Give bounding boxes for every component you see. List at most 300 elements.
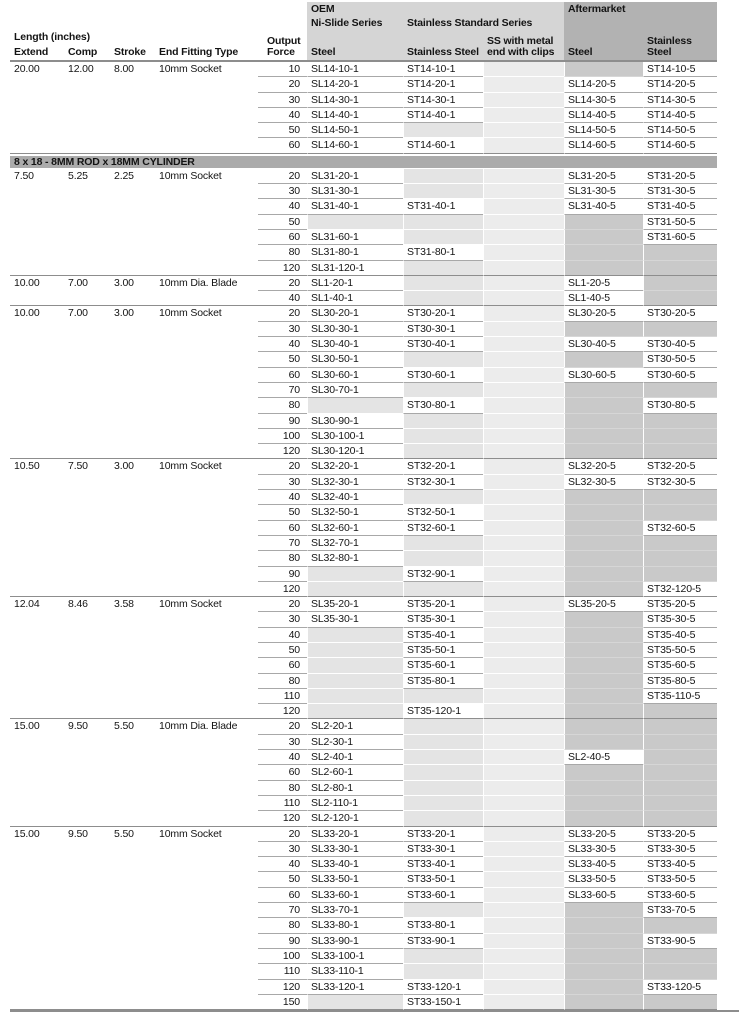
cell-end-fitting (155, 261, 258, 276)
cell-end-fitting (155, 964, 258, 979)
cell-extend (10, 765, 64, 780)
cell-comp: 5.25 (64, 169, 110, 184)
cell-extend (10, 750, 64, 765)
cell-output-force: 150 (258, 995, 307, 1010)
col-header-oem-steel: Steel (307, 30, 403, 62)
cell-output-force: 120 (258, 704, 307, 719)
cell-oem-stainless: ST35-40-1 (403, 628, 483, 643)
cell-output-force: 20 (258, 77, 307, 92)
cell-am-stainless: ST35-40-5 (643, 628, 717, 643)
cell-am-stainless: ST31-30-5 (643, 184, 717, 199)
cell-stroke: 5.50 (110, 719, 155, 734)
cell-oem-steel: SL33-40-1 (307, 857, 403, 872)
cell-stroke (110, 689, 155, 704)
cell-comp (64, 949, 110, 964)
table-row (10, 490, 717, 505)
cell-output-force: 80 (258, 918, 307, 933)
cell-comp (64, 765, 110, 780)
table-row (10, 169, 717, 184)
cell-oem-steel: SL1-20-1 (307, 276, 403, 291)
cell-ss-clips (483, 750, 564, 765)
cell-comp (64, 551, 110, 566)
cell-output-force: 30 (258, 735, 307, 750)
cell-oem-steel: SL30-70-1 (307, 383, 403, 398)
cell-output-force: 30 (258, 842, 307, 857)
cell-extend (10, 811, 64, 826)
cell-output-force: 80 (258, 781, 307, 796)
cell-am-steel (564, 674, 643, 689)
cell-stroke (110, 918, 155, 933)
cell-oem-stainless (403, 444, 483, 459)
cell-comp: 9.50 (64, 827, 110, 842)
cell-extend (10, 735, 64, 750)
cell-ss-clips (483, 276, 564, 291)
table-row (10, 291, 717, 306)
cell-end-fitting: 10mm Socket (155, 459, 258, 474)
cell-comp (64, 658, 110, 673)
section-header: 8 x 18 - 8MM ROD x 18MM CYLINDER (10, 154, 717, 169)
cell-stroke: 3.58 (110, 597, 155, 612)
cell-end-fitting (155, 842, 258, 857)
cell-ss-clips (483, 77, 564, 92)
cell-extend (10, 689, 64, 704)
cell-end-fitting: 10mm Socket (155, 597, 258, 612)
cell-am-stainless (643, 704, 717, 719)
cell-end-fitting: 10mm Dia. Blade (155, 719, 258, 734)
cell-oem-steel: SL30-60-1 (307, 368, 403, 383)
table-row (10, 750, 717, 765)
cell-am-steel: SL33-60-5 (564, 888, 643, 903)
table-row (10, 781, 717, 796)
cell-output-force: 30 (258, 475, 307, 490)
cell-ss-clips (483, 872, 564, 887)
cell-end-fitting (155, 612, 258, 627)
cell-extend: 20.00 (10, 62, 64, 77)
cell-output-force: 60 (258, 368, 307, 383)
cell-oem-stainless (403, 765, 483, 780)
cell-am-steel: SL1-40-5 (564, 291, 643, 306)
cell-output-force: 50 (258, 505, 307, 520)
cell-extend (10, 643, 64, 658)
cell-am-stainless (643, 781, 717, 796)
cell-comp (64, 199, 110, 214)
col-header-ss-clips: SS with metal end with clips (483, 30, 564, 62)
cell-oem-steel: SL30-100-1 (307, 429, 403, 444)
cell-comp (64, 123, 110, 138)
col-header-am-steel: Steel (564, 30, 643, 62)
cell-oem-steel: SL31-120-1 (307, 261, 403, 276)
cell-output-force: 70 (258, 903, 307, 918)
cell-am-steel (564, 352, 643, 367)
cell-end-fitting (155, 352, 258, 367)
cell-ss-clips (483, 429, 564, 444)
cell-ss-clips (483, 781, 564, 796)
cell-output-force: 20 (258, 276, 307, 291)
cell-extend (10, 138, 64, 153)
col-header-am-stainless: Stainless Steel (643, 30, 717, 62)
cell-oem-stainless: ST33-150-1 (403, 995, 483, 1010)
cell-end-fitting (155, 490, 258, 505)
cell-oem-stainless (403, 536, 483, 551)
cell-ss-clips (483, 123, 564, 138)
cell-am-stainless: ST32-20-5 (643, 459, 717, 474)
cell-ss-clips (483, 505, 564, 520)
table-row (10, 505, 717, 520)
cell-comp (64, 215, 110, 230)
cell-oem-steel: SL30-20-1 (307, 306, 403, 321)
cell-stroke (110, 903, 155, 918)
cell-am-stainless: ST35-80-5 (643, 674, 717, 689)
cell-comp: 9.50 (64, 719, 110, 734)
cell-am-steel (564, 796, 643, 811)
cell-stroke (110, 368, 155, 383)
table-row (10, 628, 717, 643)
table-row (10, 459, 717, 474)
cell-oem-steel: SL30-120-1 (307, 444, 403, 459)
cell-output-force: 20 (258, 827, 307, 842)
cell-extend (10, 567, 64, 582)
cell-stroke (110, 995, 155, 1010)
cell-output-force: 80 (258, 674, 307, 689)
cell-comp (64, 184, 110, 199)
cell-extend (10, 796, 64, 811)
cell-oem-stainless: ST35-60-1 (403, 658, 483, 673)
cell-stroke (110, 505, 155, 520)
cell-ss-clips (483, 582, 564, 597)
cell-comp: 12.00 (64, 62, 110, 77)
cell-comp (64, 704, 110, 719)
cell-ss-clips (483, 689, 564, 704)
cell-stroke (110, 215, 155, 230)
cell-output-force: 100 (258, 429, 307, 444)
cell-am-stainless (643, 551, 717, 566)
table-row (10, 796, 717, 811)
cell-end-fitting (155, 995, 258, 1010)
cell-stroke (110, 536, 155, 551)
cell-comp (64, 735, 110, 750)
cell-stroke (110, 796, 155, 811)
cell-oem-steel: SL33-80-1 (307, 918, 403, 933)
cell-ss-clips (483, 475, 564, 490)
table-row (10, 306, 717, 321)
cell-ss-clips (483, 811, 564, 826)
table-row (10, 735, 717, 750)
cell-oem-stainless: ST35-50-1 (403, 643, 483, 658)
cell-extend (10, 337, 64, 352)
cell-ss-clips (483, 628, 564, 643)
cell-oem-steel: SL30-50-1 (307, 352, 403, 367)
cell-oem-stainless (403, 184, 483, 199)
cell-oem-steel: SL33-100-1 (307, 949, 403, 964)
cell-stroke (110, 781, 155, 796)
cell-end-fitting (155, 857, 258, 872)
cell-stroke (110, 444, 155, 459)
cell-am-stainless (643, 536, 717, 551)
cell-am-steel (564, 322, 643, 337)
cell-comp (64, 77, 110, 92)
cell-am-steel (564, 628, 643, 643)
cell-am-steel: SL31-40-5 (564, 199, 643, 214)
cell-oem-steel (307, 674, 403, 689)
cell-am-steel: SL14-50-5 (564, 123, 643, 138)
table-body (10, 62, 717, 1010)
table-row (10, 811, 717, 826)
table-row (10, 199, 717, 214)
cell-oem-stainless (403, 582, 483, 597)
header-columns-row (10, 30, 717, 62)
cell-am-steel: SL31-30-5 (564, 184, 643, 199)
cell-output-force: 20 (258, 597, 307, 612)
cell-am-steel: SL14-30-5 (564, 93, 643, 108)
cell-oem-steel: SL30-30-1 (307, 322, 403, 337)
cell-am-steel: SL33-20-5 (564, 827, 643, 842)
cell-comp (64, 536, 110, 551)
cell-comp (64, 291, 110, 306)
cell-oem-steel: SL14-50-1 (307, 123, 403, 138)
cell-am-steel: SL30-20-5 (564, 306, 643, 321)
cell-output-force: 50 (258, 352, 307, 367)
cell-ss-clips (483, 658, 564, 673)
cell-comp (64, 505, 110, 520)
cell-extend (10, 628, 64, 643)
cell-output-force: 110 (258, 964, 307, 979)
cell-am-steel (564, 949, 643, 964)
cell-oem-stainless (403, 964, 483, 979)
cell-comp (64, 980, 110, 995)
cell-oem-steel: SL32-30-1 (307, 475, 403, 490)
cell-output-force: 120 (258, 980, 307, 995)
col-header-stroke: Stroke (110, 30, 155, 62)
cell-stroke (110, 230, 155, 245)
cell-oem-steel: SL14-30-1 (307, 93, 403, 108)
cell-output-force: 110 (258, 689, 307, 704)
cell-extend (10, 490, 64, 505)
cell-extend (10, 215, 64, 230)
table-row (10, 704, 717, 719)
cell-am-stainless (643, 567, 717, 582)
cell-am-steel (564, 934, 643, 949)
cell-oem-stainless: ST33-120-1 (403, 980, 483, 995)
cell-am-stainless (643, 414, 717, 429)
cell-output-force: 20 (258, 459, 307, 474)
cell-ss-clips (483, 949, 564, 964)
cell-extend (10, 658, 64, 673)
cell-oem-steel: SL32-70-1 (307, 536, 403, 551)
cell-am-steel (564, 689, 643, 704)
table-row (10, 689, 717, 704)
cell-am-steel (564, 567, 643, 582)
cell-ss-clips (483, 306, 564, 321)
cell-comp (64, 108, 110, 123)
cell-oem-steel: SL2-120-1 (307, 811, 403, 826)
cell-stroke (110, 475, 155, 490)
cell-output-force: 90 (258, 414, 307, 429)
table-row (10, 414, 717, 429)
cell-oem-steel: SL33-30-1 (307, 842, 403, 857)
cell-oem-stainless: ST33-30-1 (403, 842, 483, 857)
cell-extend (10, 918, 64, 933)
cell-stroke (110, 735, 155, 750)
cell-am-steel (564, 490, 643, 505)
cell-extend (10, 199, 64, 214)
aftermarket-band-filler (564, 16, 717, 30)
cell-am-stainless (643, 811, 717, 826)
cell-end-fitting (155, 93, 258, 108)
cell-oem-stainless (403, 429, 483, 444)
cell-stroke (110, 490, 155, 505)
cell-oem-steel: SL2-110-1 (307, 796, 403, 811)
cell-oem-steel: SL33-90-1 (307, 934, 403, 949)
cell-oem-stainless: ST35-120-1 (403, 704, 483, 719)
cell-end-fitting (155, 735, 258, 750)
cell-am-stainless: ST30-50-5 (643, 352, 717, 367)
cell-extend (10, 444, 64, 459)
length-inches-label: Length (inches) (14, 31, 90, 43)
cell-oem-stainless (403, 352, 483, 367)
section-row (10, 154, 717, 169)
cell-output-force: 60 (258, 658, 307, 673)
cell-end-fitting (155, 765, 258, 780)
cell-end-fitting (155, 551, 258, 566)
cell-extend (10, 521, 64, 536)
cell-comp (64, 261, 110, 276)
table-row (10, 521, 717, 536)
cell-end-fitting (155, 918, 258, 933)
cell-oem-steel: SL35-20-1 (307, 597, 403, 612)
table-row (10, 108, 717, 123)
cell-stroke: 3.00 (110, 276, 155, 291)
cell-extend (10, 949, 64, 964)
cell-end-fitting (155, 796, 258, 811)
cell-oem-stainless: ST14-60-1 (403, 138, 483, 153)
oem-group-header: OEM (307, 2, 564, 16)
cell-am-stainless: ST35-20-5 (643, 597, 717, 612)
cell-oem-stainless: ST32-90-1 (403, 567, 483, 582)
cell-ss-clips (483, 964, 564, 979)
cell-am-stainless: ST30-60-5 (643, 368, 717, 383)
cell-am-stainless: ST14-10-5 (643, 62, 717, 77)
cell-oem-steel (307, 658, 403, 673)
cell-extend (10, 551, 64, 566)
cell-stroke (110, 949, 155, 964)
cell-oem-stainless: ST33-90-1 (403, 934, 483, 949)
cell-stroke: 5.50 (110, 827, 155, 842)
cell-am-stainless (643, 750, 717, 765)
cell-am-steel (564, 995, 643, 1010)
cell-oem-stainless (403, 276, 483, 291)
cell-extend (10, 980, 64, 995)
cell-output-force: 20 (258, 719, 307, 734)
cell-oem-stainless (403, 123, 483, 138)
cell-oem-stainless: ST33-80-1 (403, 918, 483, 933)
cell-oem-steel (307, 398, 403, 413)
cell-end-fitting (155, 949, 258, 964)
cell-oem-steel: SL30-40-1 (307, 337, 403, 352)
cell-oem-stainless (403, 689, 483, 704)
table-row (10, 918, 717, 933)
cell-stroke: 3.00 (110, 306, 155, 321)
cell-am-steel (564, 735, 643, 750)
cell-am-steel (564, 521, 643, 536)
cell-output-force: 40 (258, 337, 307, 352)
cell-stroke (110, 383, 155, 398)
cell-comp (64, 781, 110, 796)
cell-am-stainless: ST33-90-5 (643, 934, 717, 949)
cell-end-fitting (155, 429, 258, 444)
cell-output-force: 50 (258, 123, 307, 138)
cell-stroke (110, 337, 155, 352)
cell-end-fitting (155, 704, 258, 719)
table-row (10, 429, 717, 444)
cell-am-steel: SL14-40-5 (564, 108, 643, 123)
cell-oem-stainless (403, 903, 483, 918)
cell-stroke (110, 521, 155, 536)
cell-ss-clips (483, 383, 564, 398)
cell-oem-stainless: ST14-30-1 (403, 93, 483, 108)
cell-ss-clips (483, 888, 564, 903)
cell-comp (64, 383, 110, 398)
cell-stroke (110, 658, 155, 673)
cell-end-fitting: 10mm Socket (155, 827, 258, 842)
cell-end-fitting (155, 643, 258, 658)
cell-ss-clips (483, 521, 564, 536)
cell-am-stainless: ST32-30-5 (643, 475, 717, 490)
cell-am-steel (564, 765, 643, 780)
table-row (10, 567, 717, 582)
cell-end-fitting (155, 674, 258, 689)
cell-stroke (110, 199, 155, 214)
cell-oem-steel: SL32-20-1 (307, 459, 403, 474)
cell-extend (10, 536, 64, 551)
cell-am-stainless: ST35-30-5 (643, 612, 717, 627)
cell-comp (64, 689, 110, 704)
cell-extend (10, 429, 64, 444)
cell-end-fitting (155, 475, 258, 490)
table-row (10, 138, 717, 153)
cell-oem-steel: SL33-120-1 (307, 980, 403, 995)
cell-comp (64, 429, 110, 444)
cell-end-fitting (155, 444, 258, 459)
cell-comp (64, 322, 110, 337)
cell-comp (64, 93, 110, 108)
cell-end-fitting (155, 750, 258, 765)
header-spacer (10, 16, 307, 30)
cell-oem-stainless: ST33-60-1 (403, 888, 483, 903)
cell-extend (10, 230, 64, 245)
cell-comp: 7.00 (64, 276, 110, 291)
cell-am-stainless: ST33-20-5 (643, 827, 717, 842)
cell-stroke (110, 811, 155, 826)
cell-output-force: 40 (258, 199, 307, 214)
cell-end-fitting (155, 505, 258, 520)
cell-comp (64, 414, 110, 429)
table-row (10, 383, 717, 398)
cell-stroke (110, 245, 155, 260)
cell-end-fitting (155, 658, 258, 673)
cell-extend: 10.50 (10, 459, 64, 474)
cell-stroke (110, 184, 155, 199)
cell-am-steel (564, 505, 643, 520)
cell-comp (64, 612, 110, 627)
cell-output-force: 60 (258, 230, 307, 245)
table-row (10, 261, 717, 276)
cell-am-stainless: ST35-50-5 (643, 643, 717, 658)
cell-extend (10, 322, 64, 337)
cell-end-fitting (155, 521, 258, 536)
cell-oem-stainless: ST31-80-1 (403, 245, 483, 260)
cell-ss-clips (483, 169, 564, 184)
cell-oem-steel (307, 995, 403, 1010)
